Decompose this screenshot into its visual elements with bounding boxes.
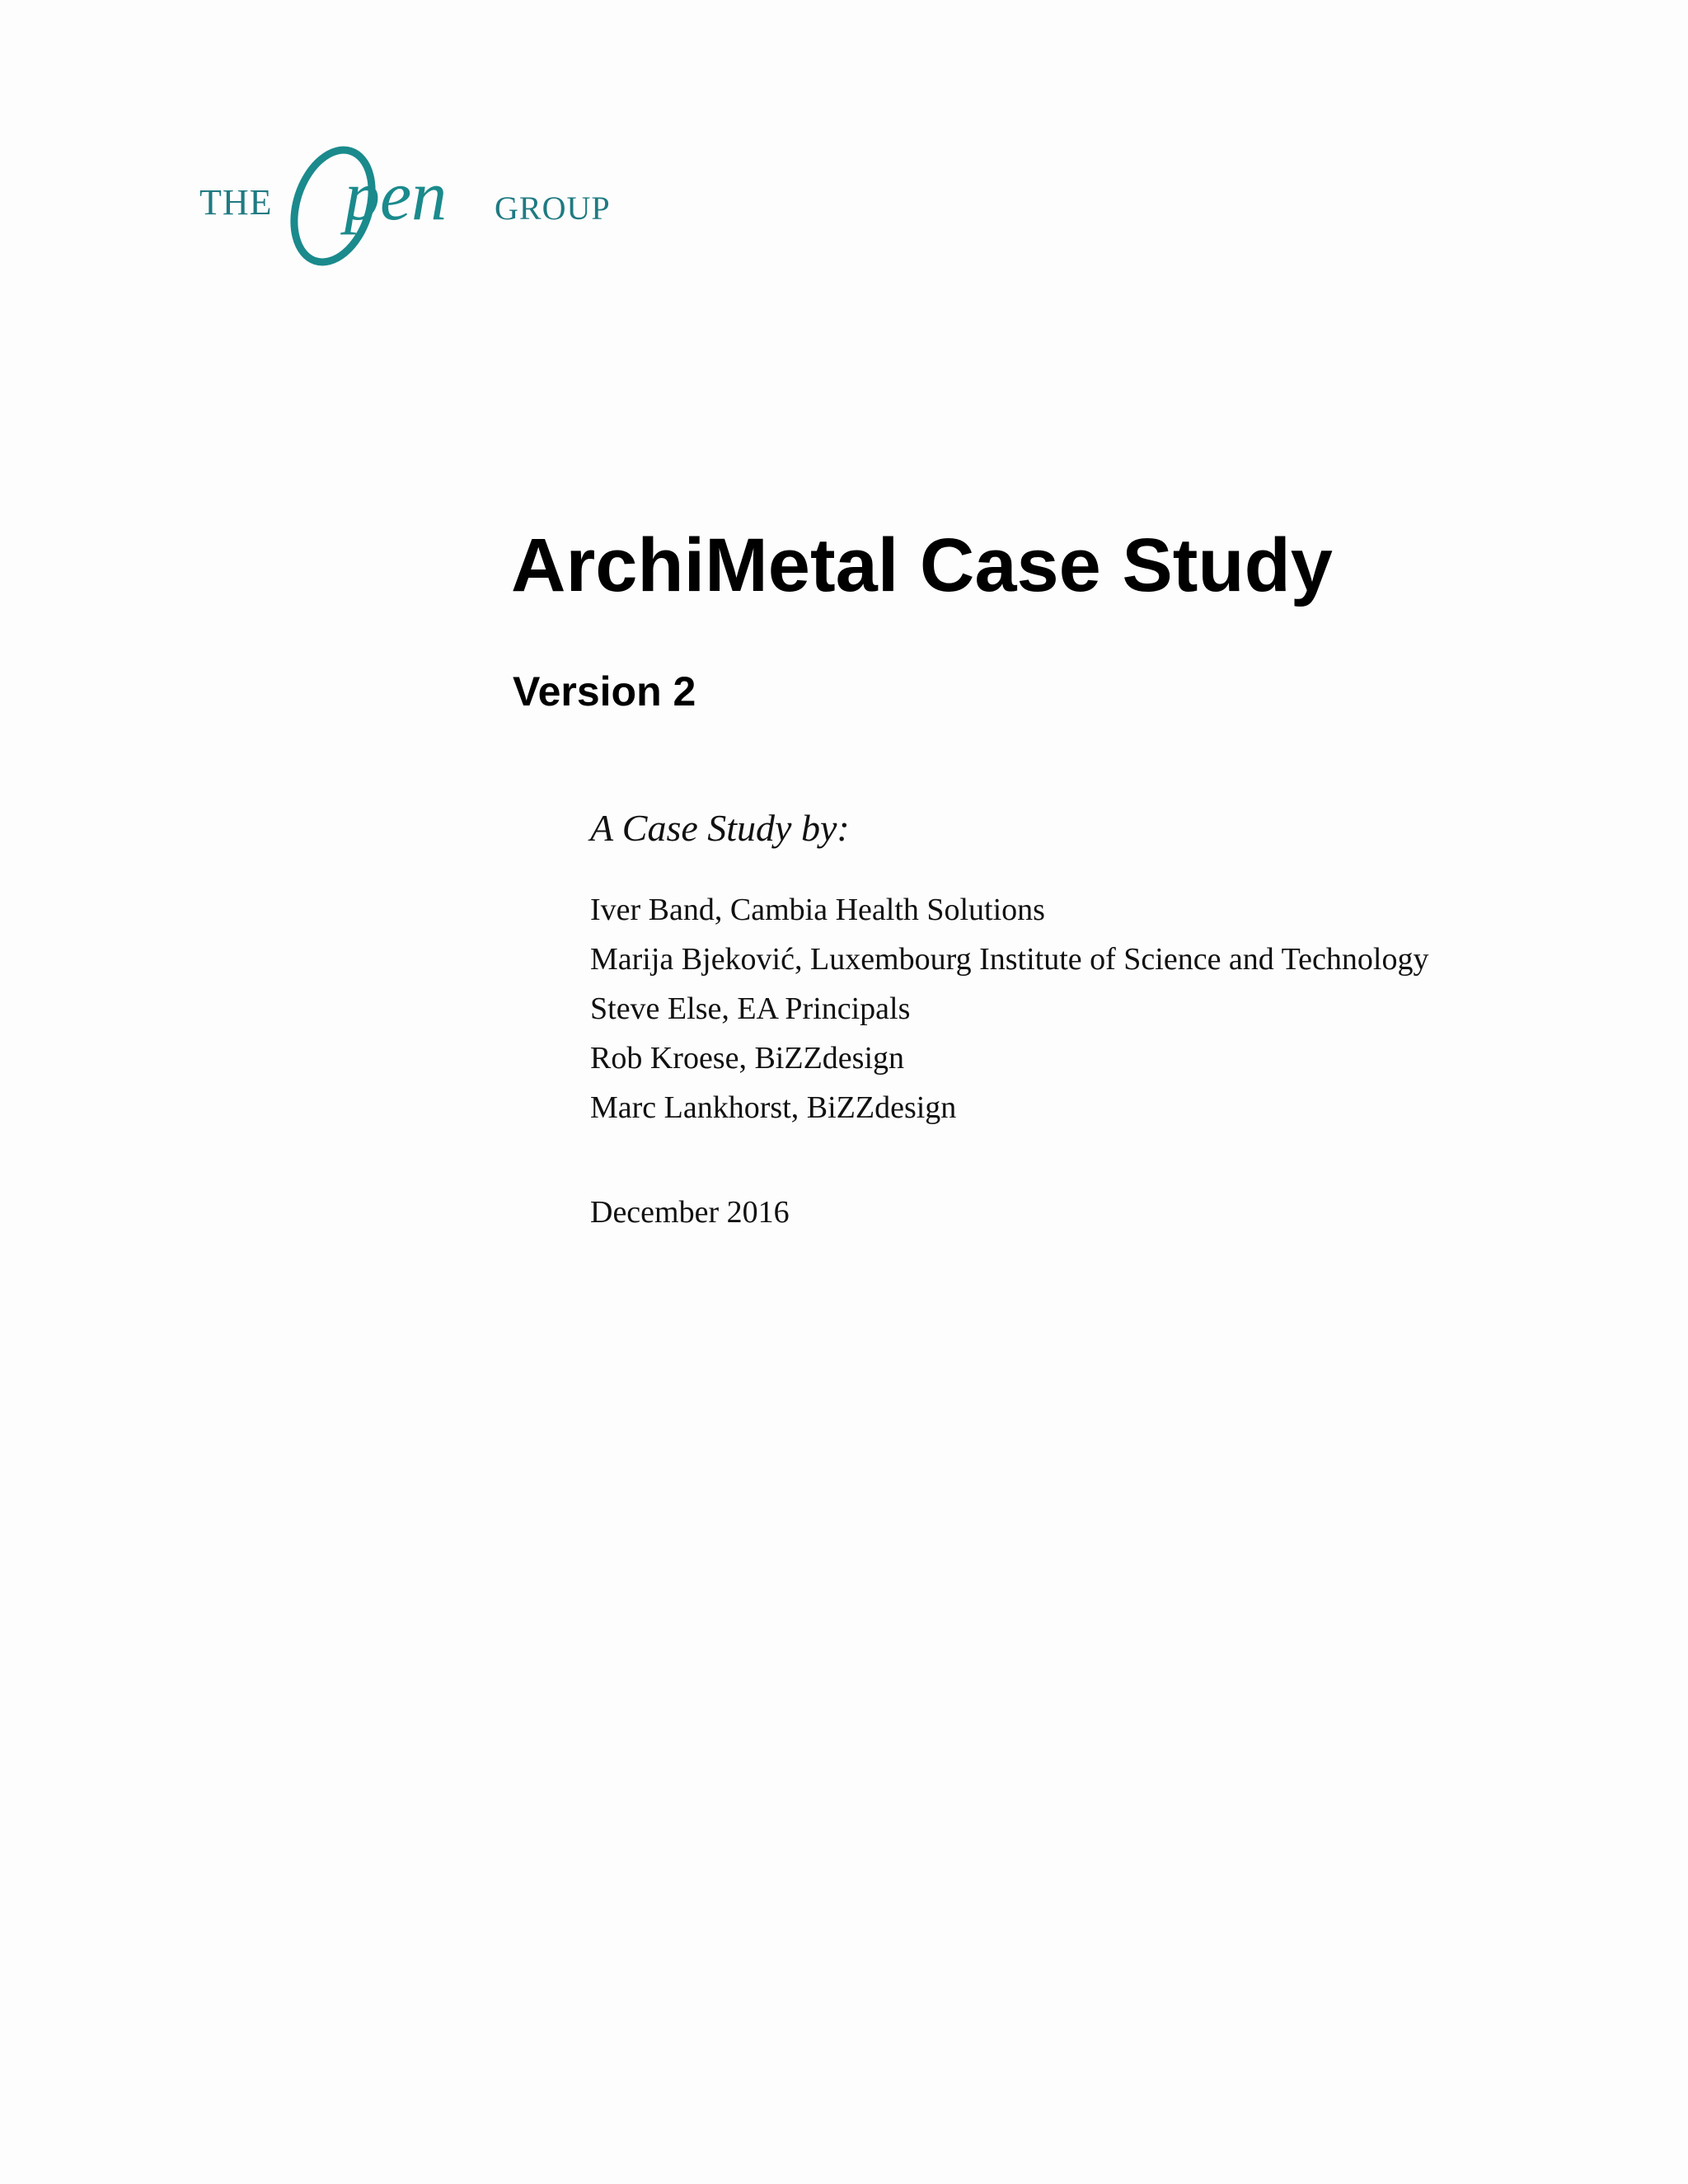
svg-text:pen: pen (345, 156, 448, 235)
publication-date: December 2016 (590, 1195, 790, 1230)
svg-text:THE: THE (199, 182, 273, 223)
svg-text:GROUP: GROUP (495, 190, 611, 227)
author-list (590, 885, 1428, 1132)
author-item: Steve Else, EA Principals (590, 991, 911, 1026)
title-block (511, 523, 1333, 715)
author-item: Rob Kroese, BiZZdesign (590, 1041, 905, 1076)
byline: A Case Study by: (590, 807, 850, 849)
author-item: Iver Band, Cambia Health Solutions (590, 893, 1045, 927)
author-item: Marc Lankhorst, BiZZdesign (590, 1090, 957, 1125)
document-title: ArchiMetal Case Study (511, 523, 1333, 607)
author-item: Marija Bjeković, Luxembourg Institute of Science and Technology (590, 942, 1429, 977)
author-block (590, 809, 1428, 1132)
document-version: Version 2 (513, 668, 696, 715)
the-open-group-logo (199, 140, 694, 272)
